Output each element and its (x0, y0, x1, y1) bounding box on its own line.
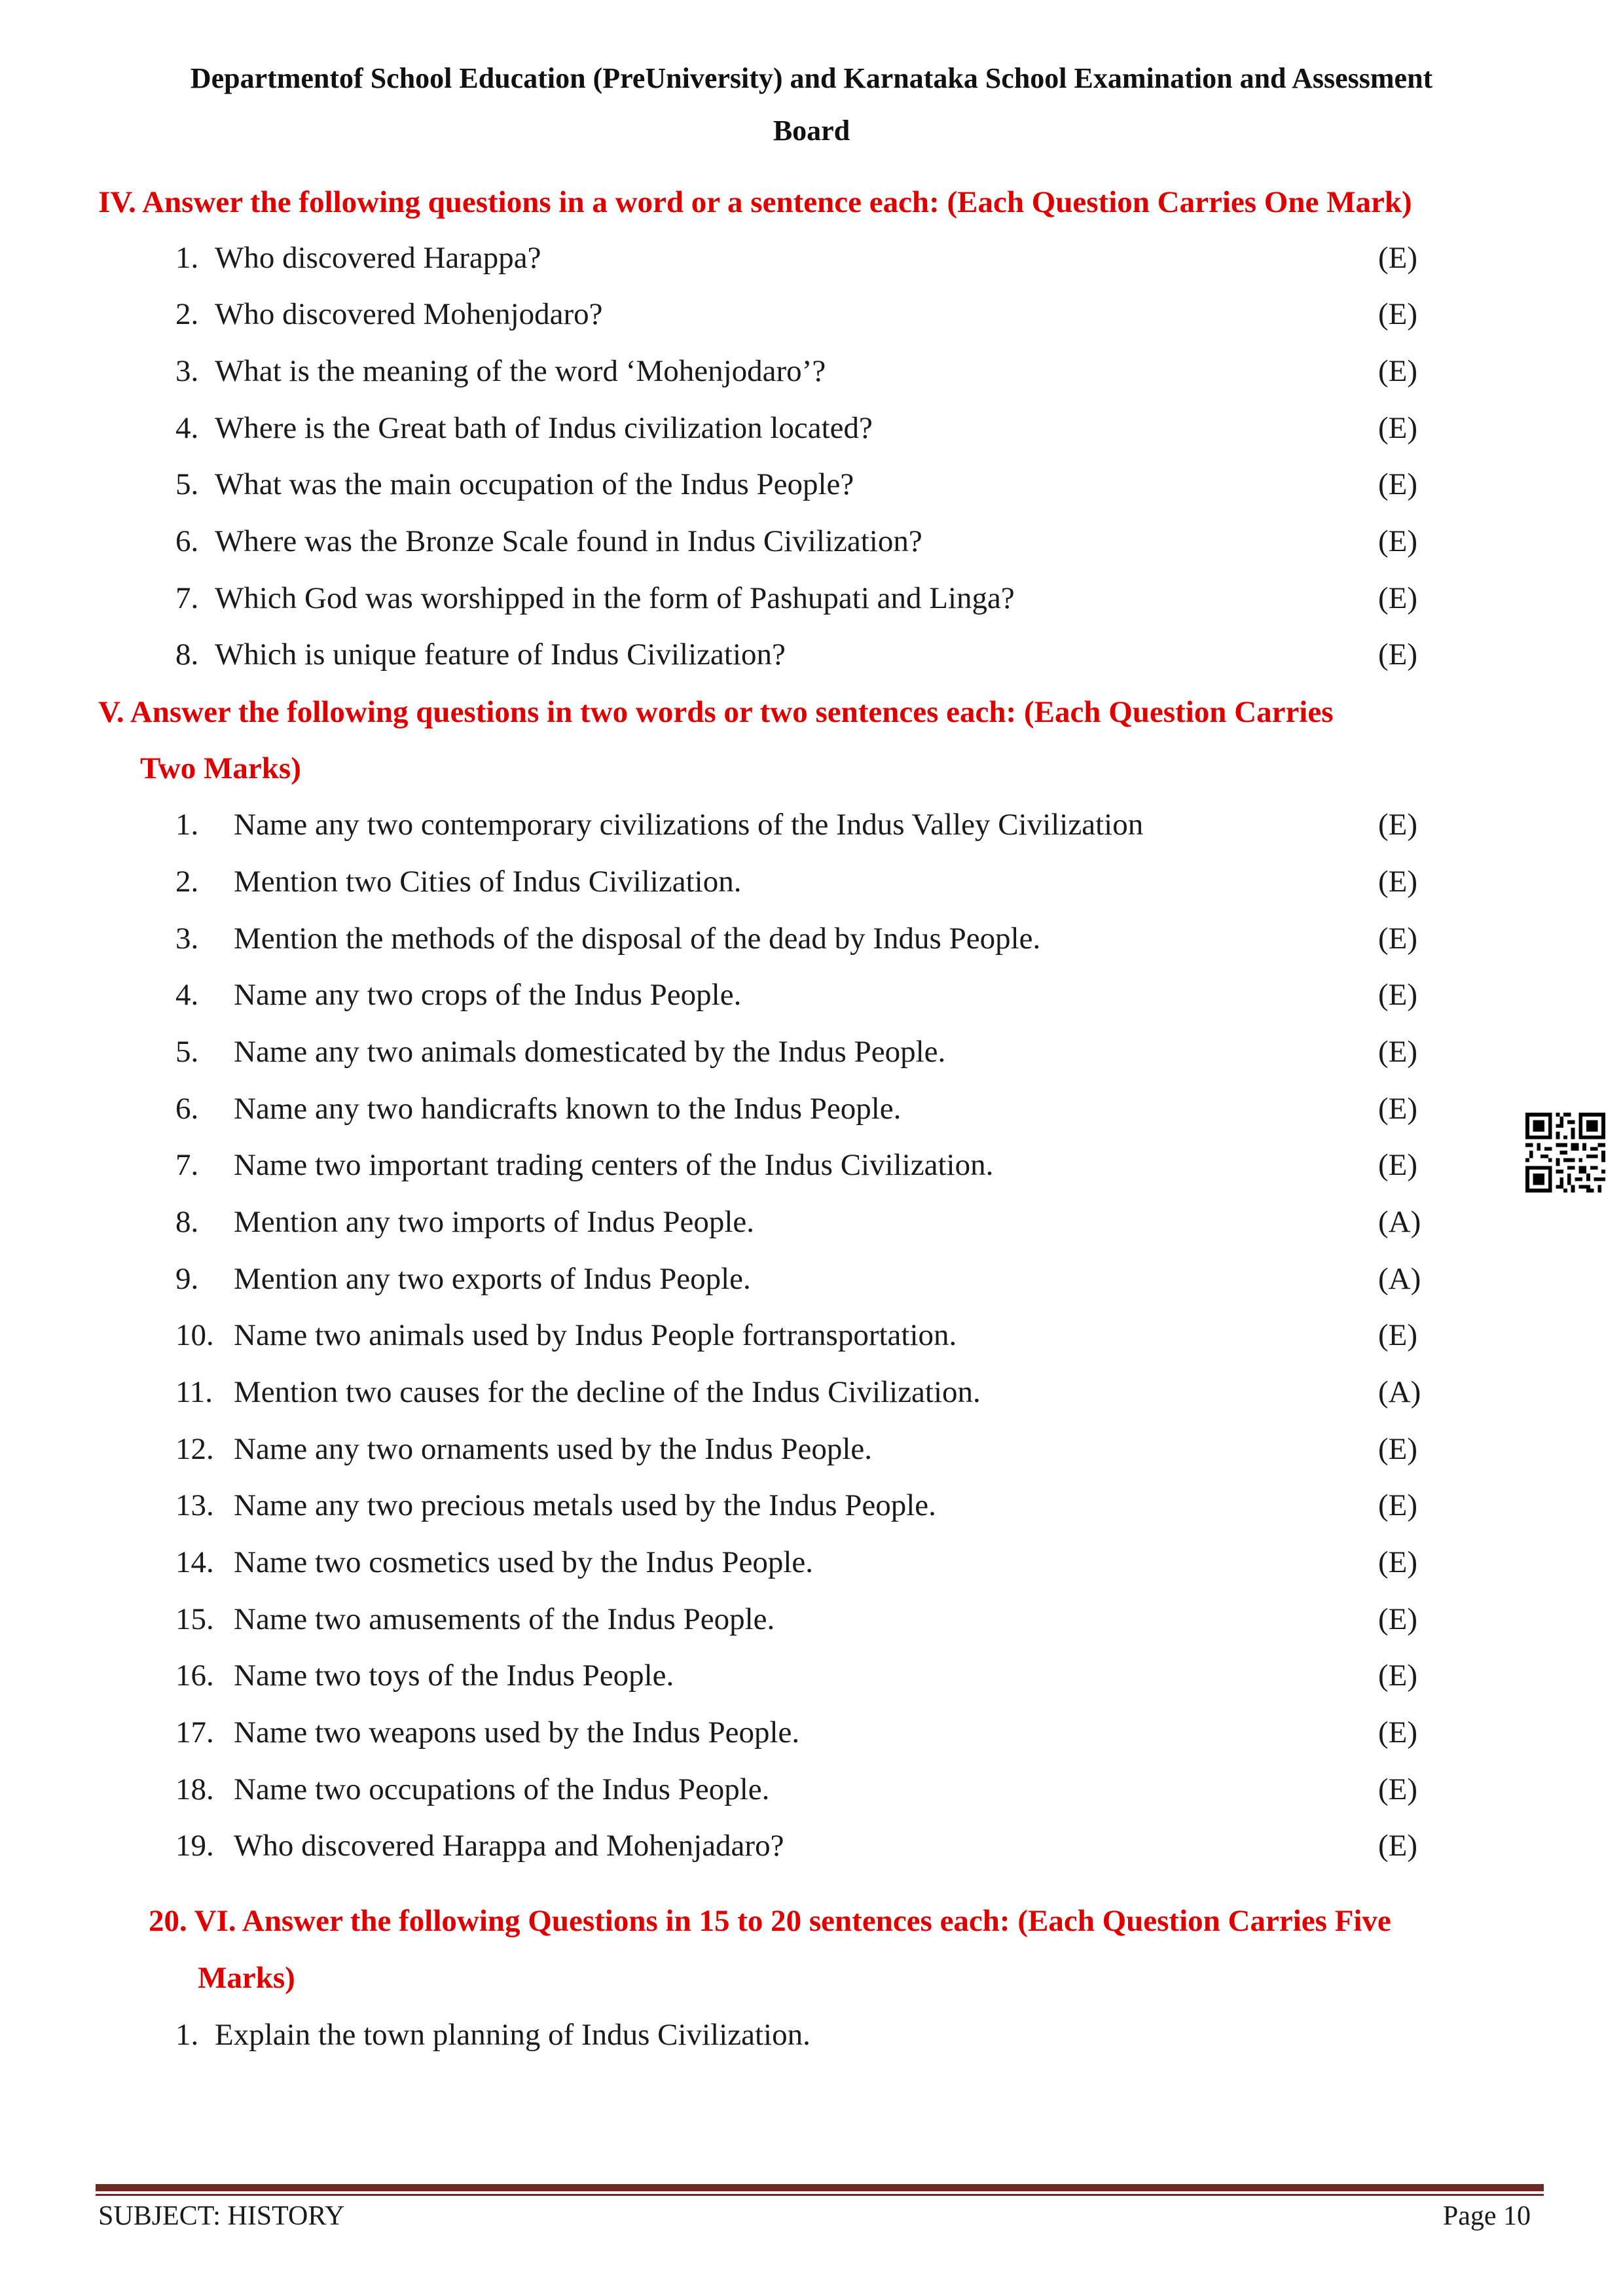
section-vi-heading-line-1: 20. VI. Answer the following Questions in 15 to 20 sentences each: (Each Question Carries Five (149, 1904, 1391, 1938)
question-difficulty: (E) (1378, 411, 1418, 445)
question-number: 18. (175, 1772, 214, 1806)
section-iv-question-row (0, 296, 1623, 336)
question-text: Name two toys of the Indus People. (234, 1659, 674, 1693)
question-difficulty: (E) (1378, 1035, 1418, 1069)
section-v-question-row (0, 1715, 1623, 1754)
section-v-question-row (0, 977, 1623, 1016)
section-v-question-row (0, 1602, 1623, 1641)
question-number: 19. (175, 1829, 214, 1863)
question-text: Mention two Cities of Indus Civilization. (234, 865, 742, 899)
section-v-heading-line-1: V. Answer the following questions in two words or two sentences each: (Each Question Carries (98, 695, 1334, 729)
question-difficulty: (E) (1378, 865, 1418, 899)
question-difficulty: (E) (1378, 1715, 1418, 1749)
section-v-question-row (0, 1374, 1623, 1414)
section-iv-question-row (0, 524, 1623, 563)
question-text: Name any two ornaments used by the Indus People. (234, 1432, 873, 1466)
section-vi-question-row (0, 2017, 1623, 2056)
question-difficulty: (E) (1378, 1602, 1418, 1636)
question-text: Name any two animals domesticated by the Indus People. (234, 1035, 946, 1069)
question-number: 6. (175, 1092, 199, 1126)
section-v-question-row (0, 807, 1623, 846)
question-text: Who discovered Harappa and Mohenjadaro? (234, 1829, 784, 1863)
question-difficulty: (E) (1378, 808, 1418, 842)
question-difficulty: (E) (1378, 1092, 1418, 1126)
section-v-question-row (0, 1431, 1623, 1471)
question-difficulty: (A) (1378, 1205, 1421, 1239)
question-number: 1. (175, 241, 199, 275)
section-v-question-row (0, 864, 1623, 903)
question-difficulty: (E) (1378, 637, 1418, 672)
section-iv-question-row (0, 467, 1623, 506)
section-v-heading-line-2: Two Marks) (140, 751, 301, 785)
question-difficulty: (E) (1378, 581, 1418, 615)
question-text: Who discovered Harappa? (215, 241, 541, 275)
question-number: 9. (175, 1262, 199, 1296)
question-number: 14. (175, 1545, 214, 1579)
section-v-question-row (0, 1772, 1623, 1811)
question-difficulty: (E) (1378, 1772, 1418, 1806)
question-difficulty: (E) (1378, 922, 1418, 956)
section-iv-question-row (0, 410, 1623, 450)
section-v-question-row (0, 1828, 1623, 1867)
section-iv-question-row (0, 353, 1623, 393)
question-text: Name two animals used by Indus People fortransportation. (234, 1318, 957, 1352)
question-difficulty: (E) (1378, 1148, 1418, 1182)
question-text: Name two cosmetics used by the Indus People. (234, 1545, 813, 1579)
question-number: 4. (175, 411, 199, 445)
header-title-line-2: Board (773, 115, 850, 147)
question-number: 6. (175, 524, 199, 558)
question-difficulty: (E) (1378, 524, 1418, 558)
question-text: Mention any two exports of Indus People. (234, 1262, 751, 1296)
question-number: 2. (175, 865, 199, 899)
section-iv-question-row (0, 637, 1623, 676)
question-text: Name two important trading centers of the Indus Civilization. (234, 1148, 994, 1182)
question-difficulty: (E) (1378, 1432, 1418, 1466)
section-iv-question-row (0, 240, 1623, 279)
question-number: 12. (175, 1432, 214, 1466)
question-number: 1. (175, 2018, 199, 2052)
question-text: What was the main occupation of the Indus People? (215, 467, 854, 501)
question-number: 5. (175, 467, 199, 501)
header-title-line-1: Departmentof School Education (PreUniversity) and Karnataka School Examination and Assessment (190, 62, 1433, 94)
section-iv-heading: IV. Answer the following questions in a word or a sentence each: (Each Question Carries One Mark) (98, 185, 1412, 219)
question-difficulty: (A) (1378, 1375, 1421, 1409)
question-number: 1. (175, 808, 199, 842)
question-text: Where was the Bronze Scale found in Indus Civilization? (215, 524, 922, 558)
question-number: 15. (175, 1602, 214, 1636)
question-difficulty: (E) (1378, 354, 1418, 388)
section-iv-question-row (0, 581, 1623, 620)
question-text: Mention the methods of the disposal of the dead by Indus People. (234, 922, 1041, 956)
section-v-question-row (0, 1034, 1623, 1073)
question-number: 3. (175, 354, 199, 388)
question-number: 7. (175, 581, 199, 615)
question-text: Who discovered Mohenjodaro? (215, 297, 603, 331)
question-text: Name two occupations of the Indus People. (234, 1772, 770, 1806)
question-text: Where is the Great bath of Indus civilization located? (215, 411, 873, 445)
section-v-question-row (0, 1261, 1623, 1300)
question-difficulty: (E) (1378, 1829, 1418, 1863)
question-text: Name any two contemporary civilizations of the Indus Valley Civilization (234, 808, 1144, 842)
question-text: Explain the town planning of Indus Civilization. (215, 2018, 811, 2052)
question-text: What is the meaning of the word ‘Mohenjodaro’? (215, 354, 826, 388)
section-v-question-row (0, 1091, 1623, 1130)
question-text: Which God was worshipped in the form of Pashupati and Linga? (215, 581, 1015, 615)
question-number: 4. (175, 978, 199, 1012)
section-v-question-row (0, 1488, 1623, 1527)
section-v-question-row (0, 1545, 1623, 1584)
question-difficulty: (E) (1378, 1545, 1418, 1579)
footer-page-number: Page 10 (1442, 2201, 1531, 2231)
question-text: Name any two crops of the Indus People. (234, 978, 742, 1012)
qr-code-icon (1525, 1113, 1605, 1193)
section-v-question-row (0, 1658, 1623, 1697)
question-number: 10. (175, 1318, 214, 1352)
question-number: 8. (175, 1205, 199, 1239)
footer-divider (96, 2184, 1544, 2191)
question-number: 7. (175, 1148, 199, 1182)
question-difficulty: (E) (1378, 467, 1418, 501)
question-number: 13. (175, 1488, 214, 1522)
question-text: Name any two handicrafts known to the Indus People. (234, 1092, 902, 1126)
question-difficulty: (E) (1378, 1659, 1418, 1693)
question-number: 2. (175, 297, 199, 331)
question-text: Mention two causes for the decline of the Indus Civilization. (234, 1375, 981, 1409)
question-number: 3. (175, 922, 199, 956)
section-v-question-row (0, 1147, 1623, 1187)
question-number: 8. (175, 637, 199, 672)
question-difficulty: (E) (1378, 1488, 1418, 1522)
section-v-question-row (0, 1318, 1623, 1357)
footer-divider-thin (96, 2194, 1544, 2196)
question-number: 16. (175, 1659, 214, 1693)
question-difficulty: (A) (1378, 1262, 1421, 1296)
question-difficulty: (E) (1378, 241, 1418, 275)
question-text: Name any two precious metals used by the Indus People. (234, 1488, 936, 1522)
question-text: Mention any two imports of Indus People. (234, 1205, 755, 1239)
question-difficulty: (E) (1378, 297, 1418, 331)
question-difficulty: (E) (1378, 1318, 1418, 1352)
question-number: 17. (175, 1715, 214, 1749)
section-v-question-row (0, 1204, 1623, 1244)
footer-subject: SUBJECT: HISTORY (98, 2201, 345, 2231)
question-difficulty: (E) (1378, 978, 1418, 1012)
section-vi-heading-line-2: Marks) (198, 1961, 295, 1995)
question-number: 5. (175, 1035, 199, 1069)
question-number: 11. (175, 1375, 213, 1409)
question-text: Which is unique feature of Indus Civilization? (215, 637, 786, 672)
question-text: Name two weapons used by the Indus People. (234, 1715, 800, 1749)
question-text: Name two amusements of the Indus People. (234, 1602, 775, 1636)
section-v-question-row (0, 921, 1623, 960)
